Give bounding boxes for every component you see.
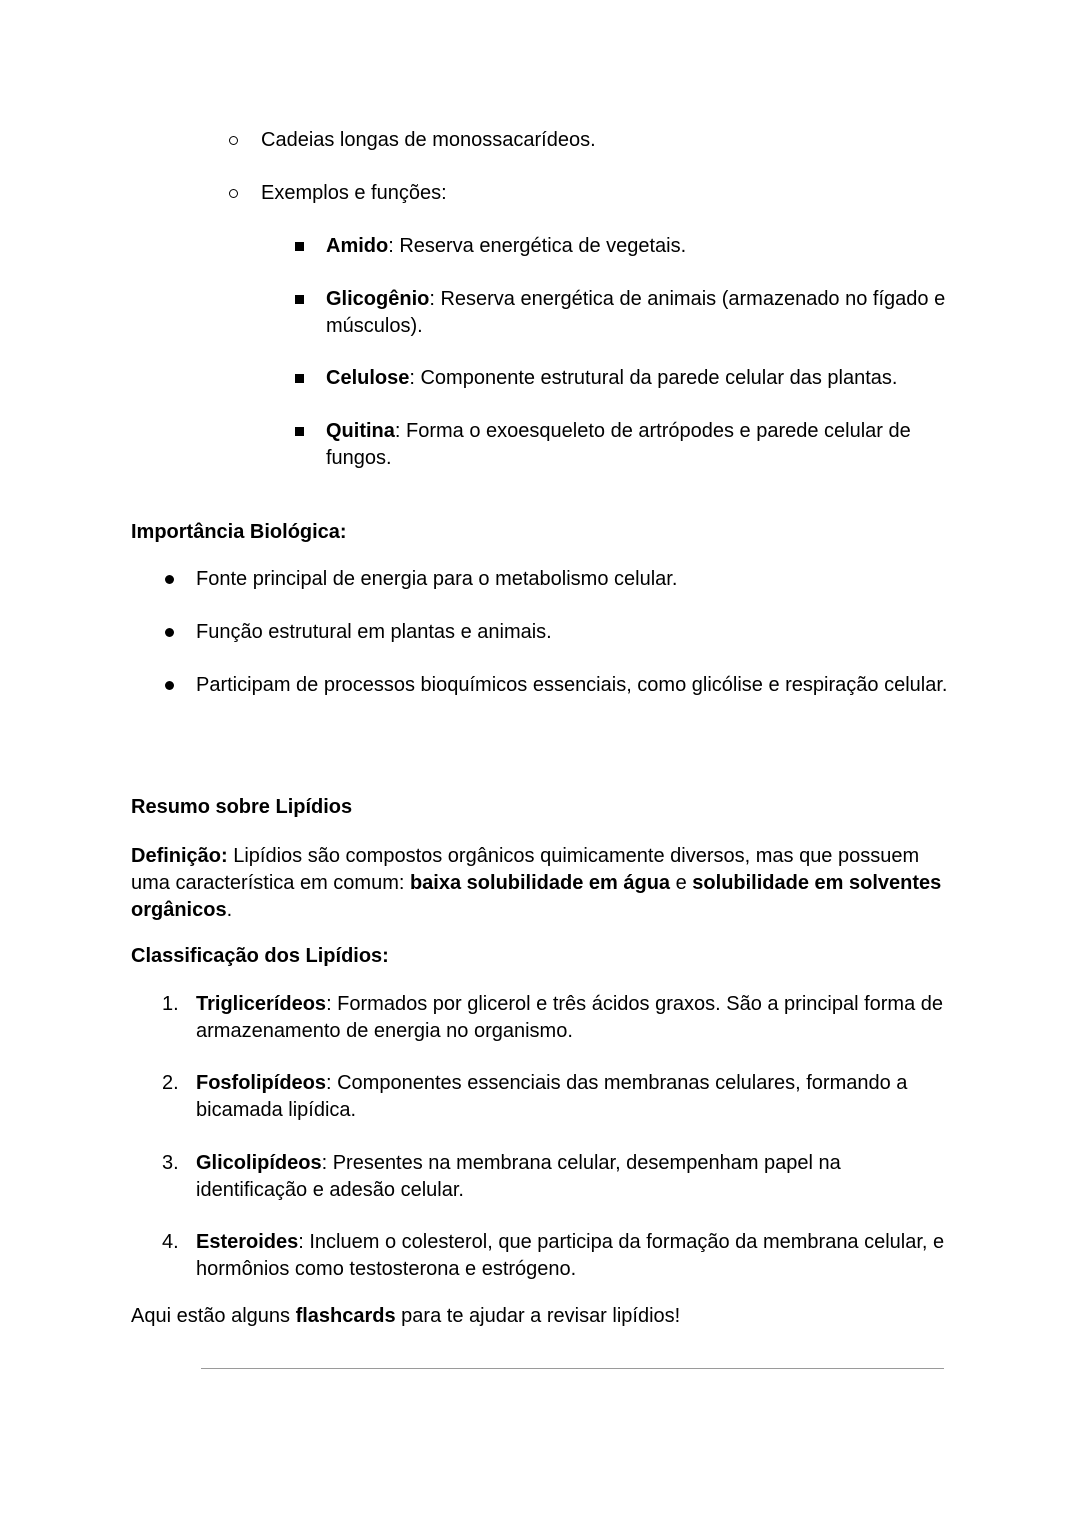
definition-emphasis: solubilidade em solventes orgânicos — [131, 872, 942, 921]
closing-emphasis: flashcards — [295, 1305, 396, 1327]
list-item — [196, 1150, 856, 1204]
square-bullet-icon — [295, 295, 304, 304]
square-bullet-icon — [295, 427, 304, 436]
circle-bullet-icon — [229, 189, 238, 198]
definition-text: Lipídios são compostos orgânicos quimicamente diversos, mas que possuem uma característica em comum: — [131, 845, 920, 894]
description: : Reserva energética de animais (armazenado no fígado e músculos). — [326, 288, 946, 337]
list-number: 1. — [162, 993, 179, 1015]
term: Triglicerídeos — [196, 993, 327, 1015]
list-item: Exemplos e funções: — [261, 182, 447, 204]
term: Glicogênio — [326, 288, 430, 310]
list-number: 4. — [162, 1231, 179, 1253]
definition-label: Definição: — [131, 845, 228, 867]
list-item — [196, 1070, 921, 1124]
list-item — [326, 418, 926, 472]
section-heading: Importância Biológica: — [131, 521, 347, 543]
list-item — [326, 365, 956, 392]
list-item — [326, 286, 956, 340]
disc-bullet-icon — [165, 681, 174, 690]
term: Esteroides — [196, 1231, 299, 1253]
list-item — [196, 1229, 956, 1283]
list-item — [326, 233, 956, 260]
description: : Incluem o colesterol, que participa da formação da membrana celular, e hormônios como testosterona e estrógeno. — [196, 1231, 945, 1280]
term: Quitina — [326, 420, 395, 442]
term: Fosfolipídeos — [196, 1072, 326, 1094]
description: : Reserva energética de vegetais. — [388, 235, 687, 257]
closing-text — [131, 1303, 680, 1330]
list-item: Cadeias longas de monossacarídeos. — [261, 129, 596, 151]
divider — [201, 1368, 944, 1369]
description: : Forma o exoesqueleto de artrópodes e parede celular de fungos. — [326, 420, 911, 469]
disc-bullet-icon — [165, 575, 174, 584]
list-number: 2. — [162, 1072, 179, 1094]
definition-text: . — [226, 899, 233, 921]
closing-part: Aqui estão alguns — [131, 1305, 296, 1327]
closing-part: para te ajudar a revisar lipídios! — [395, 1305, 681, 1327]
section-heading: Classificação dos Lipídios: — [131, 945, 389, 967]
list-item — [196, 991, 956, 1045]
page-title: Resumo sobre Lipídios — [131, 796, 353, 818]
list-item: Participam de processos bioquímicos essenciais, como glicólise e respiração celular. — [196, 674, 948, 696]
list-item: Fonte principal de energia para o metabolismo celular. — [196, 568, 678, 590]
definition-emphasis: baixa solubilidade em água — [409, 872, 671, 894]
description: : Presentes na membrana celular, desempenham papel na identificação e adesão celular. — [196, 1152, 841, 1201]
disc-bullet-icon — [165, 628, 174, 637]
list-item: Função estrutural em plantas e animais. — [196, 621, 552, 643]
term: Glicolipídeos — [196, 1152, 322, 1174]
square-bullet-icon — [295, 242, 304, 251]
square-bullet-icon — [295, 374, 304, 383]
description: : Formados por glicerol e três ácidos graxos. São a principal forma de armazenamento de energia no organismo. — [196, 993, 944, 1042]
circle-bullet-icon — [229, 136, 238, 145]
list-number: 3. — [162, 1152, 179, 1174]
definition-text: e — [670, 872, 693, 894]
description: : Componente estrutural da parede celular das plantas. — [409, 367, 898, 389]
definition-paragraph — [131, 843, 946, 924]
description: : Componentes essenciais das membranas celulares, formando a bicamada lipídica. — [196, 1072, 908, 1121]
term: Amido — [326, 235, 389, 257]
term: Celulose — [326, 367, 410, 389]
